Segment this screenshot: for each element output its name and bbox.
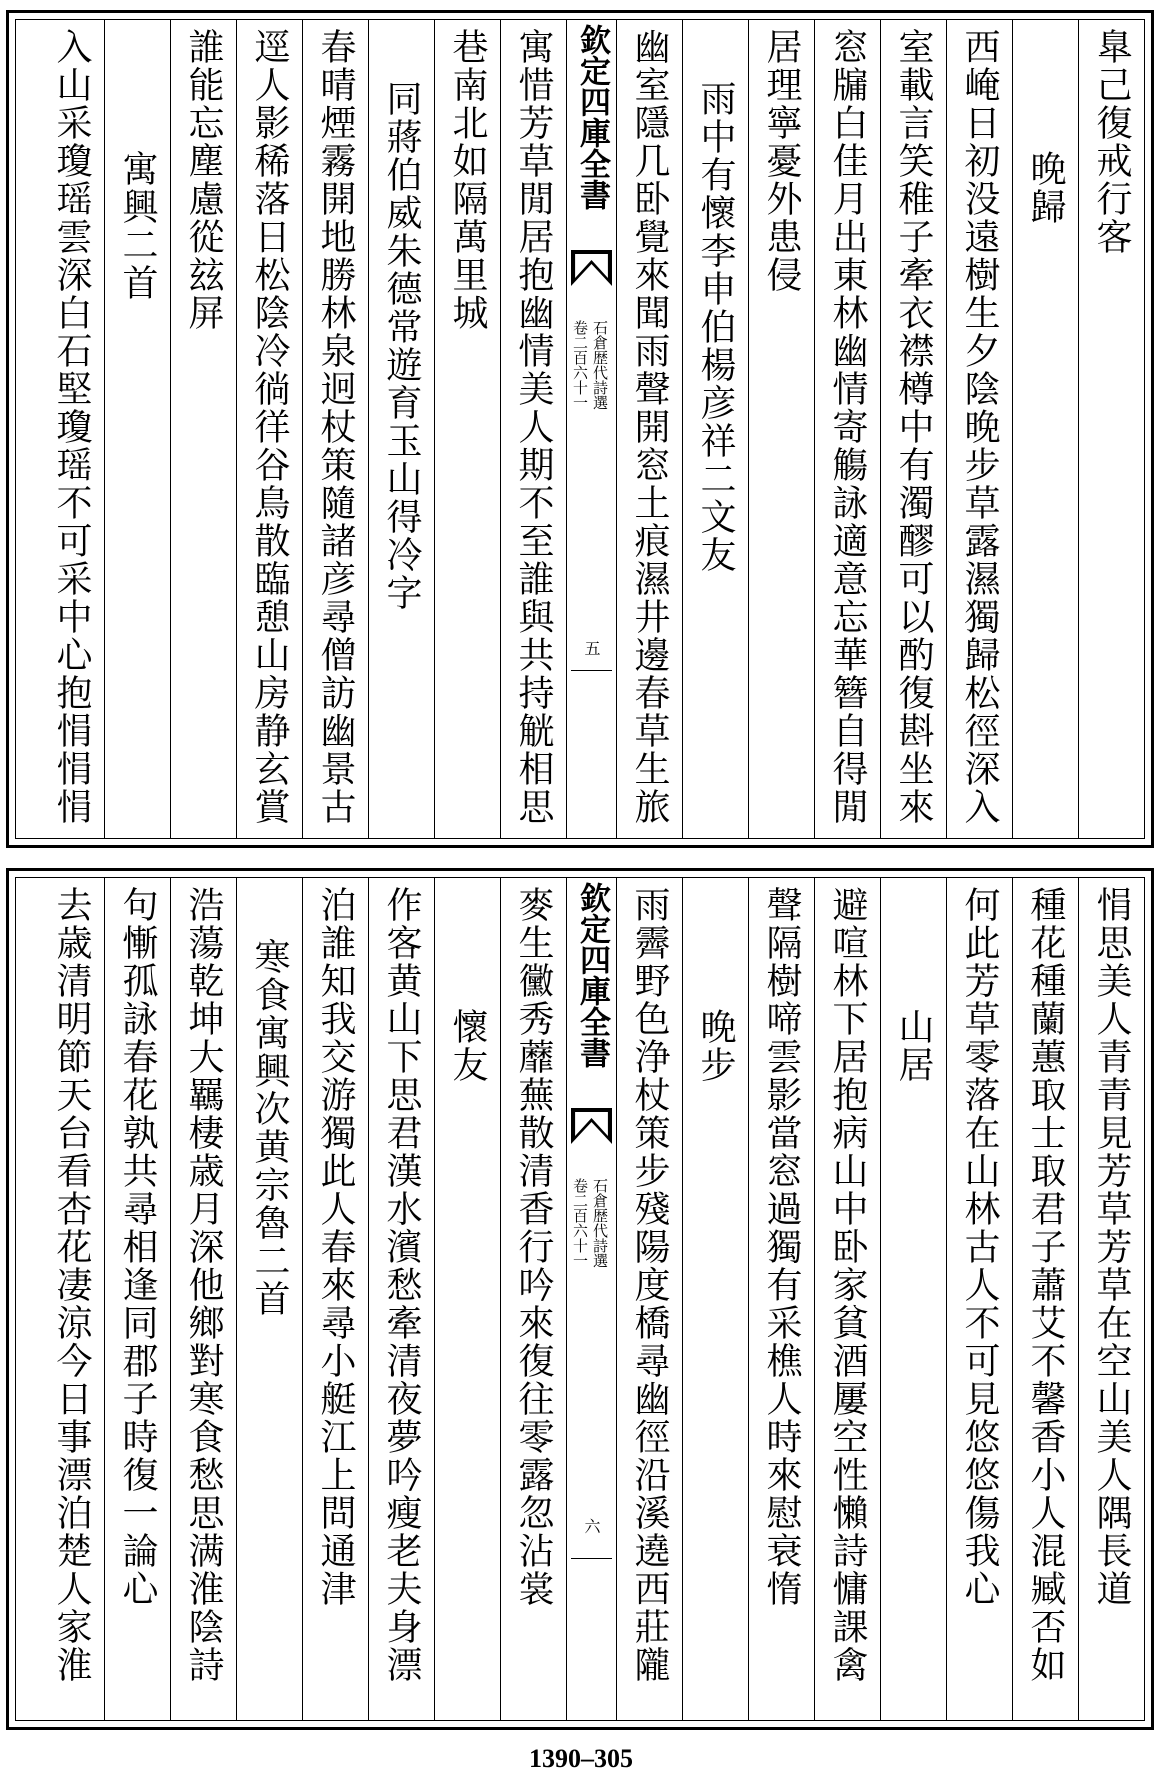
text-column: 逕人影稀落日松陰冷徜徉谷鳥散臨憩山房静玄賞 (236, 20, 302, 838)
text-column: 句慚孤詠春花孰共尋相逢同郡子時復一論心 (104, 878, 170, 1720)
text-column: 居理寧憂外患侵 (748, 20, 814, 838)
fold-heading: 欽定四庫全書 (574, 882, 610, 1068)
text-column: 巷南北如隔萬里城 (434, 20, 500, 838)
text-column: 聲隔樹啼雲影當窓過獨有采樵人時來慰衰惰 (748, 878, 814, 1720)
poem-title: 同蔣伯威朱德常遊育玉山得冷字 (368, 20, 434, 838)
text-column: 室載言笑稚子牽衣襟樽中有濁醪可以酌復斟坐來 (880, 20, 946, 838)
bottom-page (6, 868, 1154, 1730)
fold-rule (571, 670, 612, 671)
text-column: 寓惜芳草閒居抱幽情美人期不至誰與共持觥相思 (500, 20, 566, 838)
poem-title: 寒食寓興次黄宗魯二首 (236, 878, 302, 1720)
text-column: 窓牖白佳月出東林幽情寄觴詠適意忘華簪自得閒 (814, 20, 880, 838)
fold-book-title: 石倉歴代詩選 (591, 320, 609, 410)
fishtail-mark-icon (571, 1108, 612, 1144)
fold-leaf-number: 六 (582, 1518, 601, 1534)
top-page (6, 10, 1154, 848)
fold-volume: 卷二百六十一 (571, 1178, 589, 1268)
text-column: 麥生黴秀蘼蕪散清香行吟來復往零露忽沾裳 (500, 878, 566, 1720)
text-column: 臯己復戒行客 (1078, 20, 1144, 838)
page-number: 1390–305 (529, 1744, 633, 1773)
center-fold (566, 20, 616, 838)
poem-title: 山居 (880, 878, 946, 1720)
text-column: 悁思美人青青見芳草芳草在空山美人隅長道 (1078, 878, 1144, 1720)
text-column: 西崦日初没遠樹生夕陰晚步草露濕獨歸松徑深入 (946, 20, 1012, 838)
text-column: 泊誰知我交游獨此人春來尋小艇江上問通津 (302, 878, 368, 1720)
poem-title: 懷友 (434, 878, 500, 1720)
fold-book-info (567, 320, 616, 490)
center-fold (566, 878, 616, 1720)
text-column: 去歳清明節天台看杏花凄涼今日事漂泊楚人家淮 (51, 886, 92, 1684)
text-column: 誰能忘塵慮從玆屏 (170, 20, 236, 838)
bottom-page-frame (15, 877, 1145, 1721)
text-column: 種花種蘭蕙取士取君子蕭艾不馨香小人混臧否如 (1012, 878, 1078, 1720)
text-column: 入山采瓊瑶雲深白石堅瓊瑶不可采中心抱悁悁悁 (51, 28, 92, 826)
poem-title: 寓興二首 (104, 20, 170, 838)
text-column: 何此芳草零落在山林古人不可見悠悠傷我心 (946, 878, 1012, 1720)
fold-volume: 卷二百六十一 (571, 320, 589, 410)
text-column: 作客黄山下思君漢水濱愁牽清夜夢吟瘦老夫身漂 (368, 878, 434, 1720)
text-column: 幽室隱几卧覺來聞雨聲開窓土痕濕井邊春草生旅 (616, 20, 682, 838)
fold-rule (571, 1558, 612, 1559)
text-column: 浩蕩乾坤大羈棲歳月深他鄉對寒食愁思满淮陰詩 (170, 878, 236, 1720)
fold-book-title: 石倉歴代詩選 (591, 1178, 609, 1268)
top-page-frame (15, 19, 1145, 839)
text-column: 雨霽野色浄杖策步殘陽度橋尋幽徑沿溪遶西莊隴 (616, 878, 682, 1720)
fold-leaf-number: 五 (582, 640, 601, 656)
fold-book-info (567, 1178, 616, 1348)
poem-title: 晚步 (682, 878, 748, 1720)
fold-heading: 欽定四庫全書 (574, 24, 610, 210)
poem-title: 雨中有懷李申伯楊彦祥二文友 (682, 20, 748, 838)
fishtail-mark-icon (571, 250, 612, 286)
poem-title: 晚歸 (1012, 20, 1078, 838)
text-column: 春晴煙霧開地勝林泉迥杖策隨諸彦尋僧訪幽景古 (302, 20, 368, 838)
text-column: 避喧林下居抱病山中卧家貧酒屢空性懶詩慵課禽 (814, 878, 880, 1720)
